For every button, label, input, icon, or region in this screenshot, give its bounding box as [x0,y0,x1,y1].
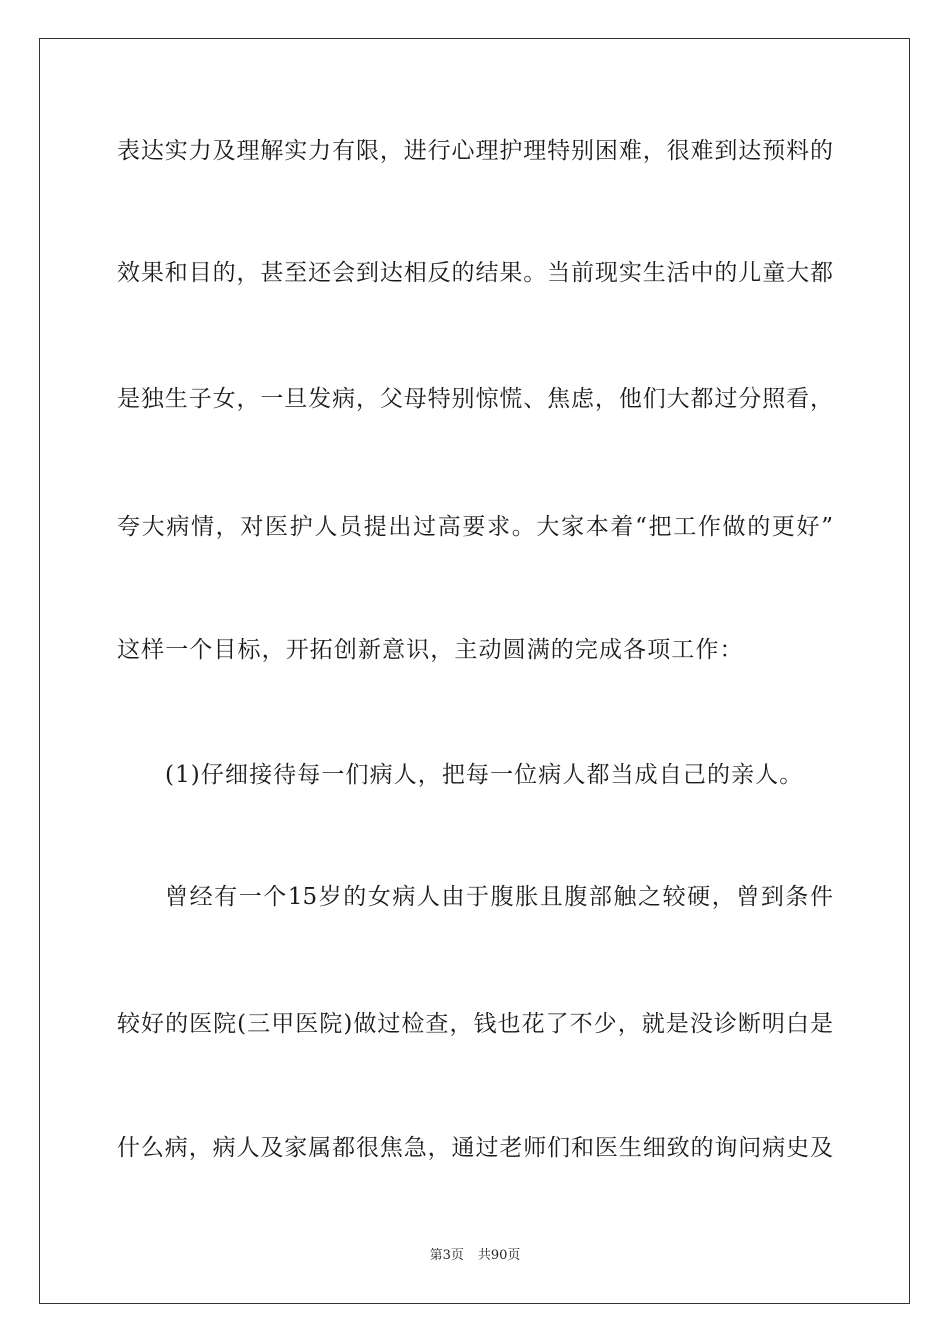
paragraph-line: 曾经有一个15岁的女病人由于腹胀且腹部触之较硬，曾到条件 [165,884,833,910]
paragraph-line: 夸大病情，对医护人员提出过高要求。大家本着“把工作做的更好” [117,514,833,540]
paragraph-line: 效果和目的，甚至还会到达相反的结果。当前现实生活中的儿童大都 [117,260,833,286]
list-item: (1)仔细接待每一们病人，把每一位病人都当成自己的亲人。 [165,762,804,788]
paragraph-line: 较好的医院(三甲医院)做过检查，钱也花了不少，就是没诊断明白是 [117,1011,833,1037]
paragraph-line: 这样一个目标，开拓创新意识，主动圆满的完成各项工作： [117,637,744,663]
page-total: 共90页 [477,1248,521,1263]
paragraph-line: 什么病，病人及家属都很焦急，通过老师们和医生细致的询问病史及 [117,1135,833,1161]
page-number: 第3页 [429,1248,464,1263]
page-border [39,38,910,1304]
paragraph-line: 是独生子女，一旦发病，父母特别惊慌、焦虑，他们大都过分照看， [117,386,833,412]
page-footer [0,1247,950,1265]
paragraph-line: 表达实力及理解实力有限，进行心理护理特别困难，很难到达预料的 [117,138,833,164]
